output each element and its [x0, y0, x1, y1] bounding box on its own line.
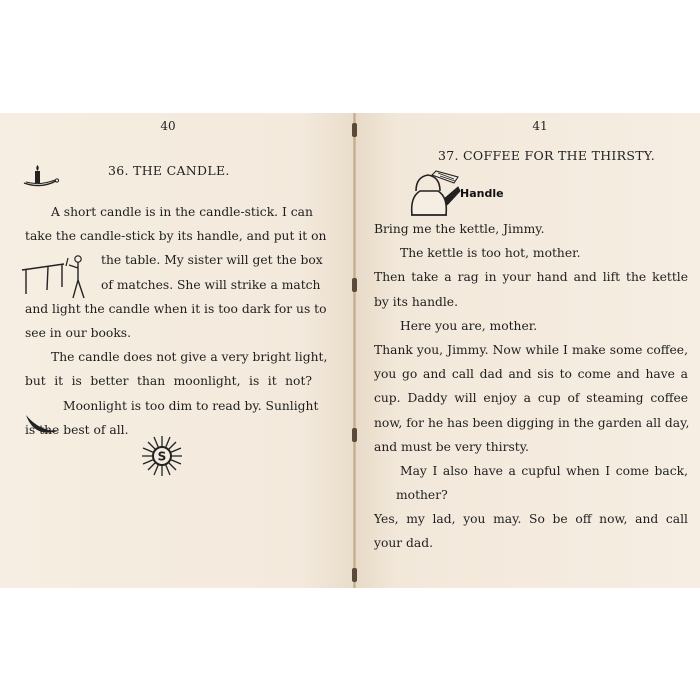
text-line: take the candle-stick by its handle, and put it on — [25, 229, 327, 244]
text-line: by its handle. — [374, 294, 458, 309]
text-line: you go and call dad and sis to come and have a — [374, 367, 688, 382]
text-line: your dad. — [374, 536, 434, 551]
text-line: May I also have a cupful when I come back, — [400, 463, 688, 478]
kettle-icon — [408, 169, 508, 221]
lesson-heading-right: 37. COFFEE FOR THE THIRSTY. — [438, 148, 656, 163]
lesson-heading-left: 36. THE CANDLE. — [108, 163, 230, 178]
text-line: now, for he has been digging in the garden all day, — [374, 415, 690, 430]
moon-icon — [24, 411, 62, 441]
text-line: Moonlight is too dim to read by. Sunlight — [63, 398, 319, 413]
page-number-right: 41 — [532, 119, 548, 133]
left-text-block — [25, 200, 328, 442]
text-line: A short candle is in the candle-stick. I can — [51, 205, 313, 219]
text-line: and light the candle when it is too dark for us to — [25, 301, 327, 316]
right-page — [356, 113, 700, 588]
text-line: Bring me the kettle, Jimmy. — [374, 222, 545, 236]
text-line: but it is better than moonlight, is it not? — [25, 374, 312, 389]
candle-icon — [22, 165, 60, 189]
binding-stitch — [352, 568, 357, 582]
text-line: of matches. She will strike a match — [101, 277, 321, 292]
text-line: Yes, my lad, you may. So be off now, and call — [374, 512, 688, 527]
kettle-handle-label: Handle — [460, 187, 504, 200]
sun-icon — [140, 434, 184, 478]
text-line: The kettle is too hot, mother. — [400, 246, 581, 261]
binding-stitch — [352, 278, 357, 292]
right-text-block — [374, 217, 688, 556]
book-spread — [0, 113, 700, 588]
left-page — [0, 113, 356, 588]
text-line: is the best of all. — [25, 422, 129, 437]
page-number-left: 40 — [160, 119, 176, 133]
text-line: the table. My sister will get the box — [101, 253, 323, 268]
text-line: cup. Daddy will enjoy a cup of steaming coffee — [374, 391, 688, 406]
binding-stitch — [352, 428, 357, 442]
text-line: Then take a rag in your hand and lift the kettle — [374, 270, 688, 285]
text-line: Thank you, Jimmy. Now while I make some coffee, — [374, 342, 688, 357]
sun-letter: S — [157, 449, 167, 464]
binding-stitch — [352, 123, 357, 137]
book-gutter — [353, 113, 356, 588]
text-line: see in our books. — [25, 325, 131, 340]
text-line: Here you are, mother. — [400, 318, 538, 333]
table-icon — [20, 254, 104, 302]
text-line: mother? — [396, 488, 448, 503]
text-line: The candle does not give a very bright light, — [51, 350, 328, 365]
text-line: and must be very thirsty. — [374, 439, 529, 454]
